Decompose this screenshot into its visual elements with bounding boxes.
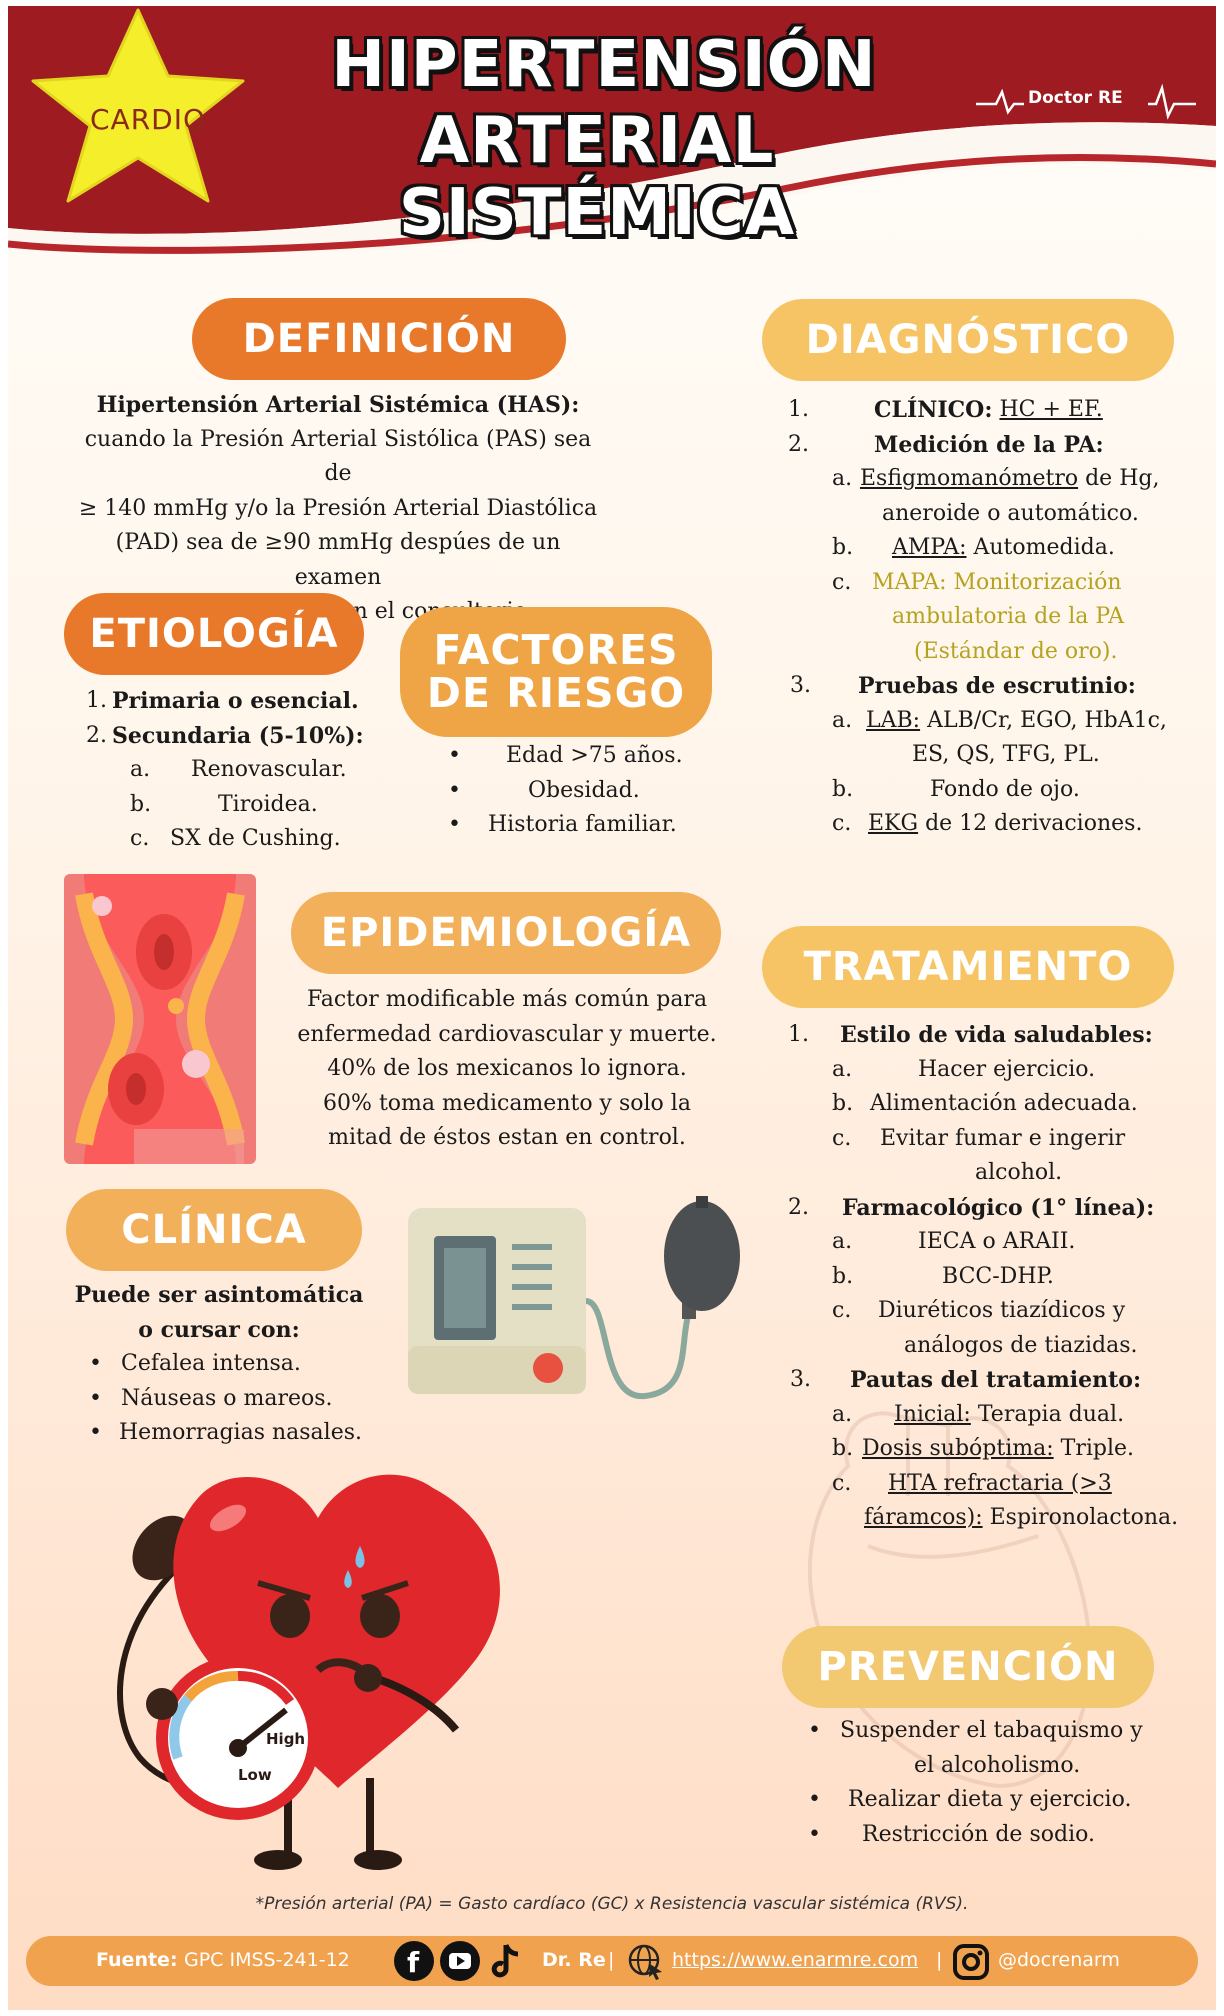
list-text: CLÍNICO:: [874, 397, 993, 423]
list-letter: c.: [832, 569, 852, 595]
list-letter: a.: [832, 466, 853, 491]
list-letter: a.: [832, 707, 853, 733]
list-letter: a.: [130, 757, 151, 782]
list-text: Fondo de ojo.: [930, 776, 1080, 802]
list-text: Edad >75 años.: [506, 743, 683, 768]
list-item-continued: ambulatoria de la PA: [892, 604, 1125, 629]
list-letter: c.: [832, 811, 852, 836]
list-number: 1.: [86, 688, 107, 713]
footer-instagram-handle[interactable]: @docrenarm: [998, 1949, 1120, 1971]
bullet-icon: •: [448, 812, 461, 837]
youtube-icon[interactable]: [440, 1941, 480, 1981]
artery-illustration-icon: [64, 874, 256, 1164]
list-item: [788, 1122, 1208, 1157]
list-letter: a.: [832, 1056, 853, 1082]
list-text: Tiroidea.: [218, 791, 318, 817]
footer-separator: |: [936, 1949, 943, 1971]
list-item: [808, 1818, 1208, 1853]
list-text: SX de Cushing.: [170, 826, 341, 851]
list-text: EKG: [868, 811, 919, 836]
list-text: BCC-DHP.: [942, 1263, 1054, 1289]
epidemiologia-heading: EPIDEMIOLOGÍA: [291, 892, 721, 974]
list-text: ALB/Cr, EGO, HbA1c,: [927, 707, 1167, 733]
list-letter: c.: [832, 1470, 852, 1496]
definicion-line: cuando la Presión Arterial Sistólica (PAS) sea de: [84, 426, 592, 486]
list-item: [788, 462, 1208, 497]
factores-heading-line: DE RIESGO: [426, 669, 686, 717]
epidemiologia-line: mitad de éstos estan en control.: [328, 1125, 686, 1150]
list-text: Dosis subóptima:: [862, 1436, 1054, 1461]
list-text: AMPA:: [892, 535, 967, 560]
list-number: 2.: [788, 1194, 809, 1220]
list-item: [788, 1053, 1208, 1088]
list-letter: b.: [832, 776, 854, 802]
facebook-icon[interactable]: [394, 1941, 434, 1981]
list-letter: c.: [130, 826, 150, 851]
globe-cursor-icon: [626, 1942, 666, 1982]
list-number: 2.: [788, 431, 809, 457]
list-text: Automedida.: [973, 535, 1115, 560]
list-item: [448, 808, 748, 843]
bullet-icon: •: [89, 1351, 102, 1376]
list-text: Espironolactona.: [989, 1505, 1179, 1530]
list-number: 1.: [788, 397, 809, 422]
list-letter: b.: [832, 1263, 854, 1289]
list-text: HTA refractaria (>3: [888, 1470, 1112, 1496]
list-item: [788, 1432, 1208, 1467]
list-text: Cefalea intensa.: [121, 1351, 301, 1376]
list-letter: a.: [832, 1229, 853, 1254]
svg-text:f: f: [407, 1946, 420, 1979]
bullet-icon: •: [808, 1787, 821, 1812]
footer-separator: |: [608, 1949, 615, 1971]
list-letter: b.: [832, 535, 854, 560]
factores-list: [448, 739, 748, 843]
list-text: Primaria o esencial.: [112, 688, 359, 714]
list-item: [788, 1294, 1208, 1329]
list-text: LAB:: [866, 707, 921, 733]
diagnostico-list: [788, 393, 1208, 842]
factores-heading: [400, 607, 712, 737]
list-text: Obesidad.: [528, 777, 640, 803]
list-item: [788, 669, 1208, 704]
list-text: Evitar fumar e ingerir: [880, 1125, 1126, 1151]
list-text: Restricción de sodio.: [862, 1821, 1095, 1847]
definicion-line: (PAD) sea de ≥90 mmHg despúes de un examen: [115, 530, 561, 590]
epidemiologia-line: 60% toma medicamento y solo la: [323, 1090, 691, 1116]
list-item: [788, 807, 1208, 842]
list-letter: b.: [832, 1436, 854, 1461]
footer-source-value: GPC IMSS-241-12: [184, 1949, 350, 1971]
list-text: Esfigmomanómetro: [860, 466, 1079, 491]
bullet-icon: •: [808, 1718, 821, 1743]
clinica-list: [64, 1278, 374, 1451]
footer-bar: [26, 1936, 1198, 1986]
etiologia-heading: ETIOLOGÍA: [64, 593, 364, 675]
list-text: Suspender el tabaquismo y: [840, 1718, 1143, 1743]
epidemiologia-line: enfermedad cardiovascular y muerte.: [297, 1021, 717, 1047]
list-item: [808, 1714, 1208, 1749]
list-number: 3.: [790, 1367, 811, 1392]
heart-character-icon: [78, 1458, 658, 1888]
list-item: [808, 1783, 1208, 1818]
list-item-continued: análogos de tiazidas.: [904, 1332, 1138, 1358]
list-text: Medición de la PA:: [874, 431, 1104, 458]
list-item-continued: [788, 1501, 1208, 1536]
gauge-low-label: Low: [238, 1766, 272, 1784]
list-text: MAPA: Monitorización: [872, 569, 1122, 595]
list-text: Triple.: [1060, 1436, 1134, 1461]
list-item: [788, 1467, 1208, 1502]
list-text: Hemorragias nasales.: [119, 1420, 363, 1445]
list-text: de Hg,: [1085, 466, 1160, 491]
list-text: Hacer ejercicio.: [918, 1056, 1096, 1082]
list-text: Realizar dieta y ejercicio.: [848, 1787, 1132, 1812]
list-item: [86, 788, 386, 823]
list-text: Historia familiar.: [488, 812, 677, 837]
list-text: Secundaria (5-10%):: [112, 722, 364, 749]
list-item: [86, 684, 386, 719]
instagram-icon[interactable]: [951, 1942, 991, 1982]
list-item-continued: alcohol.: [975, 1160, 1063, 1185]
list-item: [448, 774, 748, 809]
list-letter: c.: [832, 1298, 852, 1323]
definicion-line: el: [374, 599, 395, 624]
bullet-icon: •: [89, 1385, 102, 1411]
footer-brand: Dr. Re: [542, 1949, 606, 1971]
bullet-icon: •: [89, 1420, 102, 1445]
list-letter: c.: [832, 1125, 852, 1151]
epidemiologia-line: Factor modificable más común para: [306, 987, 708, 1012]
list-text: Farmacológico (1° línea):: [842, 1194, 1155, 1221]
title-line-3: SISTÉMICA: [398, 176, 796, 250]
clinica-intro: o cursar con:: [138, 1316, 300, 1343]
bullet-icon: •: [808, 1821, 821, 1847]
list-letter: a.: [832, 1401, 853, 1427]
diagnostico-heading: DIAGNÓSTICO: [762, 299, 1174, 381]
list-number: 1.: [788, 1022, 809, 1047]
list-item-continued: aneroide o automático.: [882, 500, 1139, 526]
list-number: 2.: [86, 722, 107, 748]
tiktok-icon[interactable]: [488, 1941, 524, 1981]
list-text: Estilo de vida saludables:: [840, 1022, 1153, 1048]
list-item: [788, 1191, 1208, 1226]
footer-source-label: Fuente:: [96, 1949, 178, 1971]
list-item: [86, 822, 386, 857]
bullet-icon: •: [448, 777, 461, 803]
list-item: [64, 1347, 374, 1382]
list-item-continued: ES, QS, TFG, PL.: [912, 742, 1100, 767]
prevencion-heading: PREVENCIÓN: [782, 1626, 1154, 1708]
list-item: [788, 773, 1208, 808]
list-item: [64, 1416, 374, 1451]
list-item: [788, 531, 1208, 566]
list-number: 3.: [790, 673, 811, 698]
definicion-line: ≥ 140 mmHg y/o la Presión Arterial Diastólica: [78, 495, 598, 521]
list-letter: b.: [130, 791, 152, 817]
footnote: *Presión arterial (PA) = Gasto cardíaco (GC) x Resistencia vascular sistémica (RVS).: [255, 1894, 969, 1914]
list-text: Terapia dual.: [977, 1401, 1125, 1427]
list-item: [86, 719, 386, 754]
list-text: IECA o ARAII.: [918, 1229, 1076, 1254]
list-item: [788, 704, 1208, 739]
list-text: Renovascular.: [191, 757, 347, 782]
list-item: [788, 1363, 1208, 1398]
list-item: [788, 1260, 1208, 1295]
clinica-heading: CLÍNICA: [66, 1189, 362, 1271]
list-text: Pautas del tratamiento:: [850, 1367, 1142, 1393]
list-item: [788, 566, 1208, 601]
list-text: Diuréticos tiazídicos y: [878, 1298, 1126, 1323]
clinica-intro: Puede ser asintomática: [74, 1282, 364, 1308]
factores-heading-line: FACTORES: [433, 625, 679, 674]
epidemiologia-text: [282, 983, 732, 1156]
title-line-2: ARTERIAL: [419, 104, 775, 178]
list-item-continued: el alcoholismo.: [914, 1752, 1081, 1778]
definicion-line: Hipertensión Arterial Sistémica (HAS):: [96, 392, 580, 418]
list-item: [86, 753, 386, 788]
list-item: [788, 1087, 1208, 1122]
list-text: fáramcos):: [864, 1505, 983, 1530]
list-text: Inicial:: [894, 1401, 971, 1427]
list-text: Pruebas de escrutinio:: [858, 673, 1136, 699]
tratamiento-list: [788, 1018, 1208, 1536]
list-item: [788, 1018, 1208, 1053]
etiologia-list: [86, 684, 386, 857]
list-text: de 12 derivaciones.: [925, 811, 1143, 836]
definicion-heading: DEFINICIÓN: [192, 298, 566, 380]
list-item: [788, 1225, 1208, 1260]
bp-monitor-icon: [400, 1196, 740, 1426]
gauge-high-label: High: [266, 1730, 306, 1748]
list-text: Alimentación adecuada.: [870, 1091, 1138, 1116]
badge-label: CARDIO: [90, 103, 207, 136]
list-item: [788, 393, 1208, 428]
list-item-continued: (Estándar de oro).: [914, 638, 1118, 664]
list-item: [788, 1398, 1208, 1433]
bullet-icon: •: [448, 743, 461, 768]
list-item: [788, 428, 1208, 463]
infographic-page: [8, 6, 1216, 2010]
epidemiologia-line: 40% de los mexicanos lo ignora.: [327, 1056, 687, 1081]
brand-logo-text: Doctor RE: [1028, 88, 1123, 108]
footer-website-link[interactable]: https://www.enarmre.com: [672, 1949, 919, 1971]
title-line-1: HIPERTENSIÓN: [331, 28, 877, 102]
list-text: Náuseas o mareos.: [121, 1385, 333, 1411]
tratamiento-heading: TRATAMIENTO: [762, 926, 1174, 1008]
list-letter: b.: [832, 1091, 854, 1116]
list-item: [448, 739, 748, 774]
prevencion-list: [808, 1714, 1208, 1852]
list-text: HC + EF.: [999, 397, 1103, 422]
list-item: [64, 1382, 374, 1417]
